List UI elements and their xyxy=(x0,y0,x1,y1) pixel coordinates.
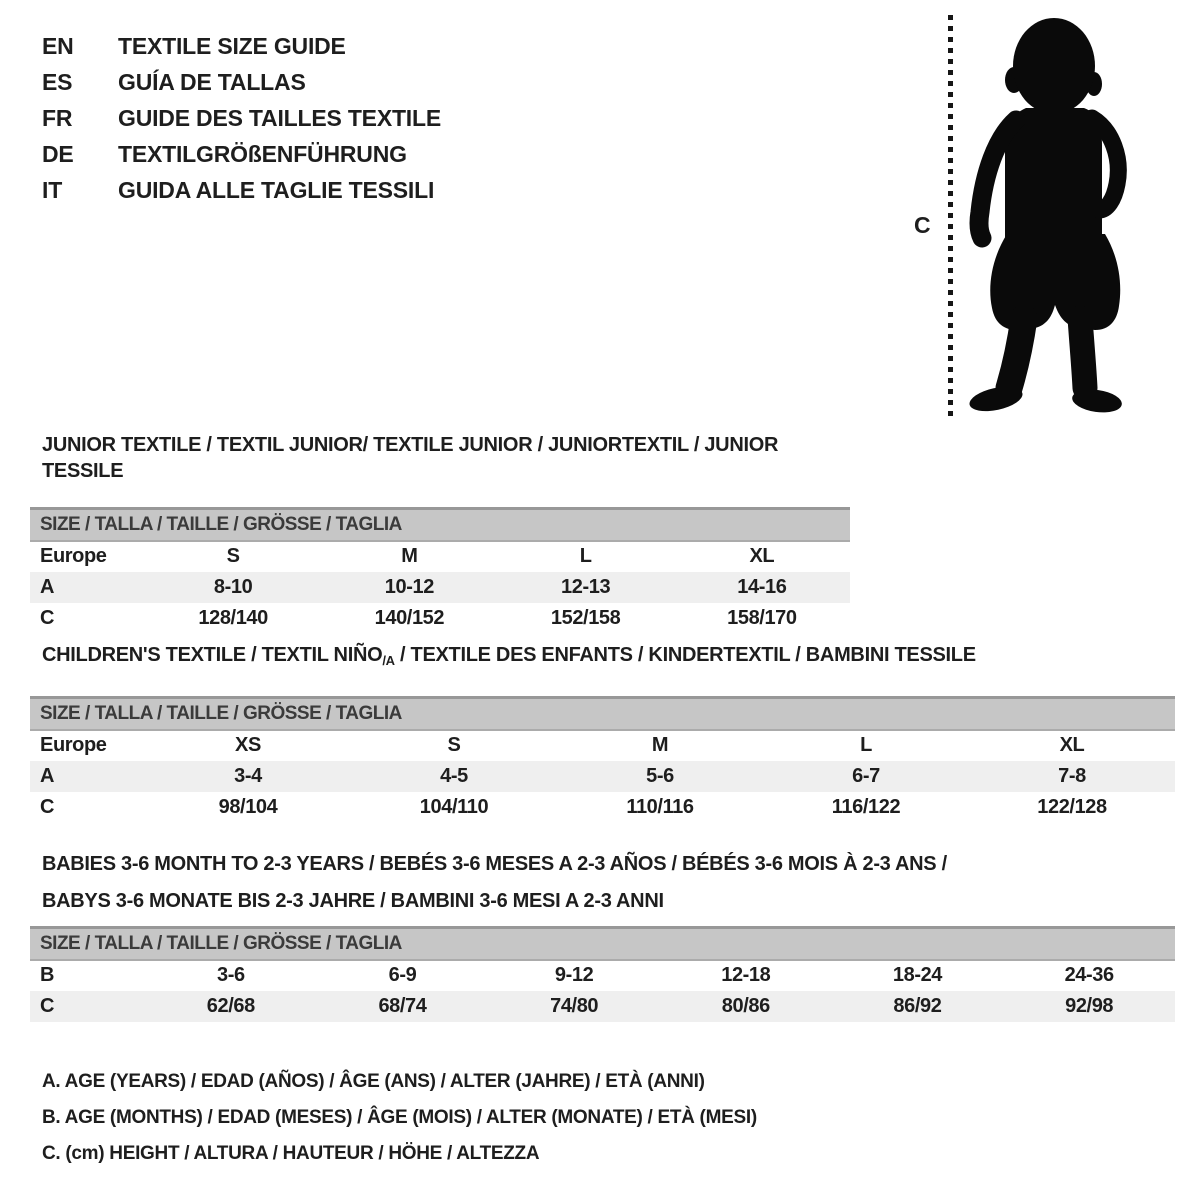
language-row-de xyxy=(42,136,441,172)
size-cell: S xyxy=(447,734,461,756)
size-cell: S xyxy=(226,545,240,567)
size-cell: XL xyxy=(1059,734,1085,756)
height-cell: 74/80 xyxy=(488,991,660,1022)
section-title xyxy=(30,642,1175,674)
height-cell: 122/128 xyxy=(1037,795,1107,818)
age-cell: 5-6 xyxy=(557,761,763,792)
height-dashed-line xyxy=(948,15,953,419)
height-cell: 86/92 xyxy=(832,991,1004,1022)
height-cell: 140/152 xyxy=(374,606,445,629)
table-row-europe xyxy=(30,730,1175,761)
section-title-part: CHILDREN'S TEXTILE / TEXTIL NIÑO xyxy=(42,644,383,666)
language-code: DE xyxy=(42,141,74,167)
legend-age-months: B. AGE (MONTHS) / EDAD (MESES) / ÂGE (MOIS) / ALTER (MONATE) / ETÀ (MESI) xyxy=(42,1107,757,1128)
section-title-subscript: /A xyxy=(382,653,395,668)
age-cell: 14-16 xyxy=(674,572,850,603)
size-header-row xyxy=(30,928,1175,960)
age-cell: 12-18 xyxy=(721,964,771,986)
age-cell: 8-10 xyxy=(145,572,321,603)
age-cell: 7-8 xyxy=(969,761,1175,792)
age-cell: 9-12 xyxy=(554,964,594,986)
size-cell: XS xyxy=(235,734,261,756)
age-cell: 6-7 xyxy=(763,761,969,792)
babies-size-table xyxy=(30,926,1175,1022)
height-cell: 80/86 xyxy=(660,991,832,1022)
height-cell: 92/98 xyxy=(1003,991,1175,1022)
table-row-height xyxy=(30,792,1175,823)
section-title xyxy=(30,432,850,484)
legend-height-cm: C. (cm) HEIGHT / ALTURA / HAUTEUR / HÖHE / ALTEZZA xyxy=(42,1143,540,1164)
height-cell: 68/74 xyxy=(317,991,489,1022)
section-title-line1: BABIES 3-6 MONTH TO 2-3 YEARS / BEBÉS 3-6 MESES A 2-3 AÑOS / BÉBÉS 3-6 MOIS À 2-3 ANS / xyxy=(42,853,947,875)
age-cell: 18-24 xyxy=(892,964,943,986)
section-title-line2: BABYS 3-6 MONATE BIS 2-3 JAHRE / BAMBINI 3-6 MESI A 2-3 ANNI xyxy=(42,890,664,912)
guide-title-es: GUÍA DE TALLAS xyxy=(118,69,306,95)
height-cell: 152/158 xyxy=(550,606,621,629)
size-header-row xyxy=(30,509,850,541)
height-measure-label: C xyxy=(914,212,931,238)
row-label: A xyxy=(30,761,145,792)
language-code: EN xyxy=(42,33,74,59)
children-size-table xyxy=(30,696,1175,823)
age-cell: 4-5 xyxy=(351,761,557,792)
size-header-label: SIZE / TALLA / TAILLE / GRÖSSE / TAGLIA xyxy=(30,698,1175,730)
language-row-es xyxy=(42,64,441,100)
section-babies-textile xyxy=(30,846,1175,1022)
section-title-part: / TEXTILE DES ENFANTS / KINDERTEXTIL / BAMBINI TESSILE xyxy=(394,644,976,666)
language-row-fr xyxy=(42,100,441,136)
table-row-height xyxy=(30,991,1175,1022)
height-cell: 158/170 xyxy=(727,606,797,629)
height-cell: 128/140 xyxy=(198,606,268,629)
age-cell: 12-13 xyxy=(498,572,674,603)
section-junior-textile xyxy=(30,432,850,634)
table-row-age-months xyxy=(30,960,1175,991)
size-cell: M xyxy=(651,734,669,756)
guide-title-en: TEXTILE SIZE GUIDE xyxy=(118,33,346,59)
language-code: FR xyxy=(42,105,73,131)
age-cell: 6-9 xyxy=(388,964,417,986)
toddler-silhouette-icon xyxy=(958,12,1136,417)
height-cell: 116/122 xyxy=(831,795,901,818)
height-cell: 110/116 xyxy=(626,795,694,818)
measurement-legend xyxy=(42,1064,757,1172)
table-row-age xyxy=(30,572,850,603)
size-cell: L xyxy=(860,734,872,756)
row-label: Europe xyxy=(40,734,107,756)
guide-title-de: TEXTILGRÖßENFÜHRUNG xyxy=(118,141,407,167)
size-cell: XL xyxy=(749,545,775,567)
row-label: C xyxy=(40,795,55,818)
height-cell: 98/104 xyxy=(218,795,278,818)
guide-title-it: GUIDA ALLE TAGLIE TESSILI xyxy=(118,177,435,203)
table-row-age xyxy=(30,761,1175,792)
legend-age-years: A. AGE (YEARS) / EDAD (AÑOS) / ÂGE (ANS) / ALTER (JAHRE) / ETÀ (ANNI) xyxy=(42,1071,705,1092)
row-label: B xyxy=(40,964,55,986)
size-header-label: SIZE / TALLA / TAILLE / GRÖSSE / TAGLIA xyxy=(30,928,1175,960)
age-cell: 24-36 xyxy=(1064,964,1114,986)
table-row-height xyxy=(30,603,850,634)
age-cell: 10-12 xyxy=(321,572,497,603)
language-code: IT xyxy=(42,177,63,203)
height-cell: 104/110 xyxy=(419,795,489,818)
row-label: Europe xyxy=(40,545,107,567)
section-title xyxy=(30,846,1175,920)
language-code: ES xyxy=(42,69,73,95)
size-cell: L xyxy=(579,545,592,567)
table-row-europe xyxy=(30,541,850,572)
height-cell: 62/68 xyxy=(145,991,317,1022)
section-title-text xyxy=(42,644,976,666)
junior-size-table xyxy=(30,507,850,634)
age-cell: 3-6 xyxy=(216,964,245,986)
size-cell: M xyxy=(401,545,418,567)
section-childrens-textile xyxy=(30,642,1175,823)
size-header-label: SIZE / TALLA / TAILLE / GRÖSSE / TAGLIA xyxy=(30,509,850,541)
guide-title-fr: GUIDE DES TAILLES TEXTILE xyxy=(118,105,441,131)
language-row-en xyxy=(42,28,441,64)
row-label: C xyxy=(30,991,145,1022)
language-row-it xyxy=(42,172,441,208)
age-cell: 3-4 xyxy=(145,761,351,792)
language-title-list xyxy=(42,28,441,208)
section-title-text: JUNIOR TEXTILE / TEXTIL JUNIOR/ TEXTILE JUNIOR / JUNIORTEXTIL / JUNIOR TESSILE xyxy=(42,434,779,482)
row-label: C xyxy=(40,606,55,629)
size-header-row xyxy=(30,698,1175,730)
row-label: A xyxy=(30,572,145,603)
